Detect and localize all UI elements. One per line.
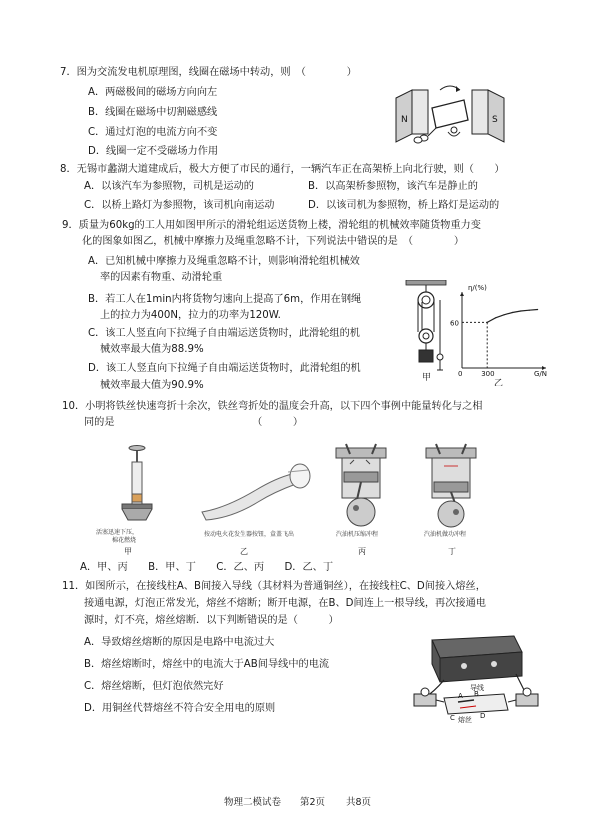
q7-option-a[interactable]: A．两磁极间的磁场方向向左 — [88, 87, 218, 98]
footer-title: 物理二模试卷 — [224, 797, 282, 808]
fig-jia-caption-1: 活塞迅速下压， — [96, 529, 139, 536]
generator-diagram — [388, 82, 512, 146]
power-stroke-figure — [418, 442, 484, 532]
terminal-a-label: A — [458, 692, 463, 700]
q9-stem-line2: 化的图象如图乙，机械中摩擦力及绳重忽略不计，下列说法中错误的是 （ ） — [82, 236, 465, 247]
q8-option-d[interactable]: D．以该司机为参照物，桥上路灯是运动的 — [308, 200, 500, 211]
chart-point — [495, 317, 496, 318]
south-pole-label: S — [492, 115, 498, 125]
chart-point — [537, 309, 538, 310]
q9-option-d-line2[interactable]: 械效率最大值为90.9% — [100, 380, 204, 391]
fig-ding-label: 丁 — [448, 547, 456, 556]
pulley-figure — [402, 280, 452, 384]
q8-option-c[interactable]: C．以桥上路灯为参照物，该司机向南运动 — [84, 200, 275, 211]
q11-option-d[interactable]: D．用铜丝代替熔丝不符合安全用电的原则 — [84, 703, 276, 714]
fuse-label: 熔丝 — [458, 716, 472, 724]
chart-point — [529, 310, 530, 311]
q7-option-b[interactable]: B．线圈在磁场中切割磁感线 — [88, 107, 218, 118]
q7-option-c[interactable]: C．通过灯泡的电流方向不变 — [88, 127, 218, 138]
q9-stem-line1: 9．质量为60kg的工人用如图甲所示的滑轮组运送货物上楼，滑轮组的机械效率随货物重力变 — [62, 220, 481, 231]
fig-jia-caption-2: 棉花燃烧 — [112, 537, 137, 544]
spark-generator-figure — [196, 462, 316, 522]
efficiency-chart — [448, 282, 558, 386]
q10-stem-line1: 10．小明将铁丝快速弯折十余次，铁丝弯折处的温度会升高，以下四个事例中能量转化与之相 — [62, 401, 483, 412]
q11-stem-line3: 源时，灯不亮，熔丝熔断．以下判断错误的是（ ） — [84, 615, 339, 626]
fig-jia-label: 甲 — [124, 547, 132, 556]
q11-option-a[interactable]: A．导致熔丝熔断的原因是电路中电流过大 — [84, 637, 275, 648]
chart-origin-label: 0 — [458, 370, 463, 378]
fig-yi-caption: 按动电火花发生器按钮，盒盖飞出 — [204, 531, 295, 538]
chart-y-axis-label: η/(%) — [468, 284, 487, 292]
q9-option-a-line1[interactable]: A．已知机械中摩擦力及绳重忽略不计，则影响滑轮组机械效 — [88, 256, 360, 267]
fig-bing-caption: 汽油机压缩冲程 — [336, 531, 379, 538]
chart-x-tick-300: 300 — [481, 370, 495, 378]
compression-stroke-figure — [328, 442, 394, 532]
q9-option-b-line1[interactable]: B．若工人在1min内将货物匀速向上提高了6m，作用在钢绳 — [88, 294, 362, 305]
footer-page: 第2页 — [300, 797, 326, 808]
fig-bing-label: 丙 — [358, 547, 366, 556]
q11-option-c[interactable]: C．熔丝熔断，但灯泡依然完好 — [84, 681, 224, 692]
q11-stem-line1: 11．如图所示，在接线柱A、B间接入导线（其材料为普通铜丝），在接线柱C、D间接入熔丝， — [62, 581, 486, 592]
terminal-d-label: D — [480, 712, 486, 720]
q9-option-b-line2[interactable]: 上的拉力为400N，拉力的功率为120W. — [100, 310, 281, 321]
terminal-b-label: B — [474, 690, 479, 698]
q7-stem: 7．图为交流发电机原理图，线圈在磁场中转动，则 （ ） — [60, 67, 357, 78]
q7-option-d[interactable]: D．线圈一定不受磁场力作用 — [88, 146, 219, 157]
q11-stem-line2: 接通电源，灯泡正常发光，熔丝不熔断；断开电源，在B、D间连上一根导线，再次接通电 — [84, 598, 486, 609]
chart-point — [512, 312, 513, 313]
footer-total: 共8页 — [346, 797, 372, 808]
fig-ding-caption: 汽油机做功冲程 — [424, 531, 467, 538]
q9-option-a-line2[interactable]: 率的因素有物重、动滑轮重 — [100, 272, 223, 283]
chart-point — [520, 310, 521, 311]
chart-point — [503, 314, 504, 315]
piston-tube-figure — [112, 444, 162, 528]
q9-option-d-line1[interactable]: D．该工人竖直向下拉绳子自由端运送货物时，此滑轮组的机 — [88, 363, 361, 374]
q9-option-c-line1[interactable]: C．该工人竖直向下拉绳子自由端运送货物时，此滑轮组的机 — [88, 328, 360, 339]
q8-option-a[interactable]: A．以该汽车为参照物，司机是运动的 — [84, 181, 254, 192]
pulley-caption: 甲 — [422, 373, 432, 383]
q8-stem: 8．无锡市蠡湖大道建成后，极大方便了市民的通行，一辆汽车正在高架桥上向北行驶，则（ ） — [60, 164, 505, 175]
fig-yi-label: 乙 — [240, 547, 248, 556]
chart-series-line — [487, 310, 537, 323]
terminal-c-label: C — [450, 714, 455, 722]
q10-options[interactable]: A．甲、丙 B．甲、丁 C．乙、丙 D．乙、丁 — [80, 562, 334, 573]
chart-y-arrow — [460, 292, 464, 296]
q10-stem-line2: 同的是 （ ） — [84, 417, 304, 428]
chart-x-axis-label: G/N — [534, 370, 548, 378]
chart-point — [487, 322, 488, 323]
wire-label: 导线 — [470, 684, 484, 692]
q8-option-b[interactable]: B．以高架桥参照物，该汽车是静止的 — [308, 181, 478, 192]
fuse-circuit-figure — [404, 632, 544, 724]
north-pole-label: N — [401, 115, 408, 125]
chart-y-tick-60: 60 — [450, 319, 459, 328]
q9-option-c-line2[interactable]: 械效率最大值为88.9% — [100, 344, 204, 355]
chart-caption: 乙 — [494, 379, 504, 386]
q11-option-b[interactable]: B．熔丝熔断时，熔丝中的电流大于AB间导线中的电流 — [84, 659, 330, 670]
